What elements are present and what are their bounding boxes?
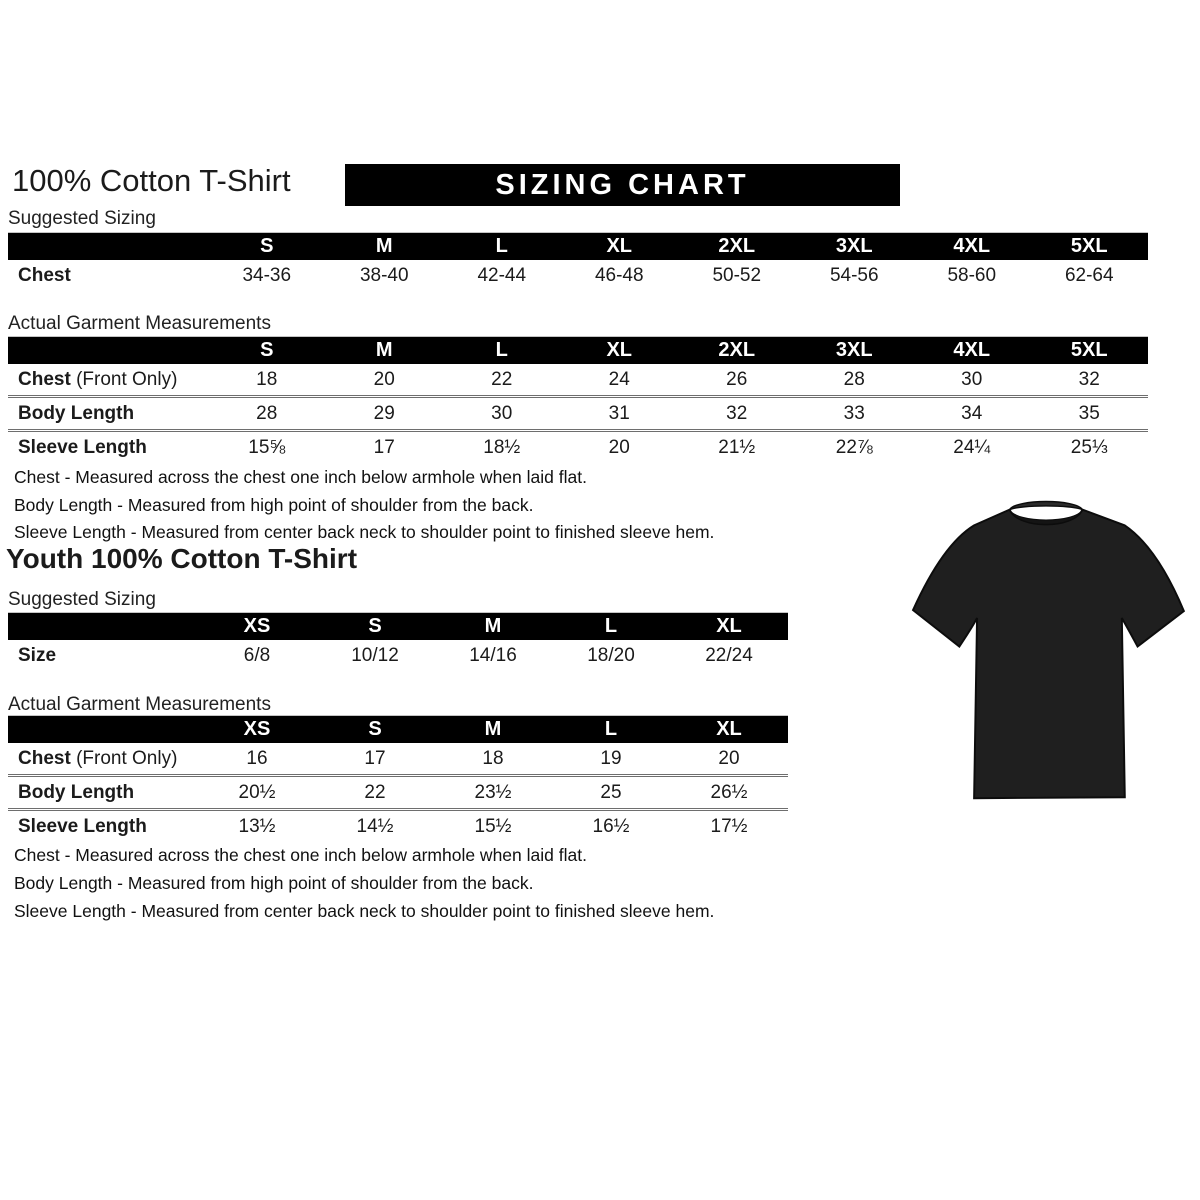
column-header-m: M	[434, 613, 552, 641]
column-header-s: S	[208, 233, 326, 261]
column-header-l: L	[552, 613, 670, 641]
column-header-l: L	[443, 337, 561, 365]
table-cell: 22⅞	[796, 431, 914, 464]
column-header-xl: XL	[561, 337, 679, 365]
column-header-blank	[8, 613, 198, 641]
row-label: Chest	[18, 264, 71, 286]
column-header-blank	[8, 233, 208, 261]
adult-actual-measurements-table	[8, 336, 1148, 463]
table-row	[8, 260, 1148, 291]
table-cell: 19	[600, 747, 622, 769]
table-row	[8, 776, 788, 810]
body-length-note: Body Length - Measured from high point of shoulder from the back.	[14, 494, 534, 515]
adult-suggested-sizing-table	[8, 232, 1148, 291]
column-header-xs: XS	[198, 613, 316, 641]
suggested-sizing-label-adult: Suggested Sizing	[8, 208, 156, 229]
table-cell: 42-44	[477, 264, 527, 286]
column-header-xs: XS	[198, 716, 316, 744]
table-cell: 20	[561, 431, 679, 464]
table-cell: 25	[552, 776, 670, 810]
table-row	[8, 640, 788, 671]
table-cell: 20	[718, 747, 740, 769]
table-cell: 32	[1078, 368, 1100, 390]
table-cell: 35	[1031, 397, 1149, 431]
table-cell: 18/20	[587, 644, 635, 666]
column-header-2xl: 2XL	[678, 233, 796, 261]
table-cell: 28	[843, 368, 865, 390]
column-header-m: M	[326, 233, 444, 261]
chest-note: Chest - Measured across the chest one inch below armhole when laid flat.	[14, 467, 587, 487]
column-header-3xl: 3XL	[796, 233, 914, 261]
column-header-s: S	[316, 716, 434, 744]
row-label: Body Length	[8, 397, 208, 431]
table-cell: 20½	[198, 776, 316, 810]
measurement-notes-youth	[14, 841, 714, 925]
table-cell: 30	[443, 397, 561, 431]
table-cell: 21½	[678, 431, 796, 464]
chest-note: Chest - Measured across the chest one inch below armhole when laid flat.	[14, 845, 587, 865]
table-cell: 54-56	[829, 264, 879, 286]
table-cell: 14½	[316, 810, 434, 843]
table-cell: 34-36	[242, 264, 292, 286]
table-cell: 22	[316, 776, 434, 810]
youth-suggested-sizing-table	[8, 612, 788, 671]
table-row	[8, 431, 1148, 464]
column-header-m: M	[326, 337, 444, 365]
tshirt-graphic	[896, 486, 1196, 811]
table-cell: 18½	[443, 431, 561, 464]
body-length-note: Body Length - Measured from high point of shoulder from the back.	[14, 873, 534, 893]
column-header-xl: XL	[670, 613, 788, 641]
table-cell: 38-40	[359, 264, 409, 286]
table-cell: 16½	[552, 810, 670, 843]
table-cell: 15½	[434, 810, 552, 843]
table-cell: 24	[608, 368, 630, 390]
column-header-l: L	[443, 233, 561, 261]
table-cell: 16	[246, 747, 268, 769]
table-cell: 46-48	[594, 264, 644, 286]
table-cell: 18	[256, 368, 278, 390]
table-row	[8, 364, 1148, 397]
sleeve-length-note: Sleeve Length - Measured from center back neck to shoulder point to finished sleeve hem.	[14, 522, 715, 542]
table-cell: 6/8	[243, 644, 271, 666]
column-header-5xl: 5XL	[1031, 337, 1149, 365]
table-cell: 13½	[198, 810, 316, 843]
column-header-xl: XL	[670, 716, 788, 744]
table-cell: 20	[373, 368, 395, 390]
row-label: Sleeve Length	[8, 810, 198, 843]
sleeve-length-note: Sleeve Length - Measured from center back neck to shoulder point to finished sleeve hem.	[14, 901, 715, 921]
table-cell: 26	[726, 368, 748, 390]
table-cell: 30	[961, 368, 983, 390]
row-label: Size	[18, 644, 57, 666]
black-tshirt-image	[896, 486, 1196, 811]
table-cell: 25⅓	[1031, 431, 1149, 464]
actual-measurements-label-adult: Actual Garment Measurements	[8, 313, 271, 334]
column-header-4xl: 4XL	[913, 233, 1031, 261]
table-cell: 58-60	[947, 264, 997, 286]
column-header-xl: XL	[561, 233, 679, 261]
table-cell: 15⅝	[208, 431, 326, 464]
column-header-blank	[8, 337, 208, 365]
header-row	[8, 613, 788, 641]
tshirt-body	[913, 510, 1184, 799]
column-header-4xl: 4XL	[913, 337, 1031, 365]
sizing-chart-banner: SIZING CHART	[345, 164, 900, 206]
table-cell: 10/12	[351, 644, 399, 666]
row-label: Sleeve Length	[8, 431, 208, 464]
table-cell: 22	[491, 368, 513, 390]
table-cell: 22/24	[705, 644, 753, 666]
table-cell: 18	[482, 747, 504, 769]
header-row	[8, 716, 788, 744]
column-header-3xl: 3XL	[796, 337, 914, 365]
column-header-s: S	[316, 613, 434, 641]
table-cell: 17½	[670, 810, 788, 843]
product-title: 100% Cotton T-Shirt	[12, 163, 291, 198]
table-cell: 31	[561, 397, 679, 431]
column-header-s: S	[208, 337, 326, 365]
measurement-notes-adult	[14, 464, 714, 547]
table-row	[8, 743, 788, 776]
table-cell: 26½	[670, 776, 788, 810]
table-cell: 29	[326, 397, 444, 431]
table-cell: 17	[364, 747, 386, 769]
table-cell: 28	[208, 397, 326, 431]
table-cell: 32	[678, 397, 796, 431]
row-label: Body Length	[8, 776, 198, 810]
table-cell: 23½	[434, 776, 552, 810]
youth-product-title: Youth 100% Cotton T-Shirt	[6, 543, 358, 574]
column-header-5xl: 5XL	[1031, 233, 1149, 261]
tshirt-collar	[1010, 502, 1083, 510]
youth-actual-measurements-table	[8, 715, 788, 842]
table-cell: 17	[326, 431, 444, 464]
row-label: Chest (Front Only)	[18, 368, 178, 390]
table-cell: 62-64	[1064, 264, 1114, 286]
actual-measurements-label-youth: Actual Garment Measurements	[8, 694, 271, 715]
table-row	[8, 810, 788, 843]
column-header-blank	[8, 716, 198, 744]
row-label: Chest (Front Only)	[18, 747, 178, 769]
table-cell: 24¼	[913, 431, 1031, 464]
header-row	[8, 337, 1148, 365]
header-row	[8, 233, 1148, 261]
suggested-sizing-label-youth: Suggested Sizing	[8, 589, 156, 610]
column-header-l: L	[552, 716, 670, 744]
table-cell: 33	[796, 397, 914, 431]
table-cell: 14/16	[469, 644, 517, 666]
table-cell: 34	[913, 397, 1031, 431]
table-cell: 50-52	[712, 264, 762, 286]
table-row	[8, 397, 1148, 431]
column-header-2xl: 2XL	[678, 337, 796, 365]
column-header-m: M	[434, 716, 552, 744]
